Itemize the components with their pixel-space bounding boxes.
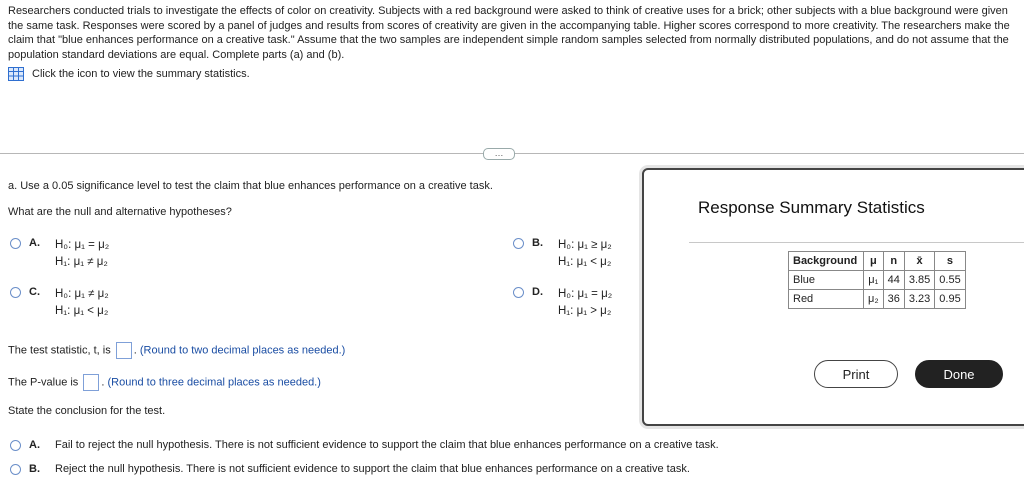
- table-cell: μ₁: [864, 271, 884, 290]
- radio-button[interactable]: [513, 287, 524, 298]
- conclusion-text: Reject the null hypothesis. There is not sufficient evidence to support the claim that blue enhances performance on a creative task.: [55, 463, 690, 475]
- print-button[interactable]: Print: [814, 360, 898, 388]
- hypotheses-prompt: What are the null and alternative hypotheses?: [8, 206, 232, 218]
- table-row: [789, 271, 966, 290]
- header-cell: s: [935, 252, 965, 271]
- hypothesis-option-c[interactable]: [10, 286, 109, 320]
- table-cell: 3.23: [904, 290, 934, 309]
- test-statistic-hint: (Round to two decimal places as needed.): [139, 344, 346, 357]
- dialog-title: Response Summary Statistics: [698, 198, 925, 217]
- table-cell: 3.85: [904, 271, 934, 290]
- table-cell: Red: [789, 290, 864, 309]
- table-header-row: [789, 252, 966, 271]
- alt-hypothesis: H₁: μ₁ < μ₂: [55, 305, 109, 317]
- summary-statistics-table: [788, 251, 966, 309]
- option-letter: B.: [532, 237, 543, 249]
- radio-button[interactable]: [10, 440, 21, 451]
- table-cell: 36: [883, 290, 904, 309]
- p-value-input[interactable]: [83, 374, 99, 391]
- null-hypothesis: H₀: μ₁ = μ₂: [55, 239, 110, 251]
- table-cell: 44: [883, 271, 904, 290]
- header-cell: Background: [789, 252, 864, 271]
- table-row: [789, 290, 966, 309]
- hypothesis-option-a[interactable]: [10, 237, 109, 271]
- table-cell: Blue: [789, 271, 864, 290]
- null-hypothesis: H₀: μ₁ = μ₂: [558, 288, 613, 300]
- conclusion-option-a[interactable]: [10, 439, 719, 451]
- null-hypothesis: H₀: μ₁ ≥ μ₂: [558, 239, 612, 251]
- option-letter: C.: [29, 286, 40, 298]
- conclusion-text: Fail to reject the null hypothesis. There is not sufficient evidence to support the claim that blue enhances performance on a creative task.: [55, 439, 719, 451]
- radio-button[interactable]: [10, 287, 21, 298]
- summary-link-text[interactable]: Click the icon to view the summary statistics.: [32, 68, 250, 80]
- option-letter: A.: [29, 439, 40, 451]
- radio-button[interactable]: [10, 238, 21, 249]
- header-cell: μ: [864, 252, 884, 271]
- expand-button[interactable]: …: [483, 148, 515, 160]
- alt-hypothesis: H₁: μ₁ > μ₂: [558, 305, 612, 317]
- option-letter: B.: [29, 463, 40, 475]
- hypothesis-option-b[interactable]: [513, 237, 612, 271]
- radio-button[interactable]: [10, 464, 21, 475]
- null-hypothesis: H₀: μ₁ ≠ μ₂: [55, 288, 109, 300]
- header-cell: n: [883, 252, 904, 271]
- table-cell: 0.95: [935, 290, 965, 309]
- table-cell: 0.55: [935, 271, 965, 290]
- radio-button[interactable]: [513, 238, 524, 249]
- p-value-label: The P-value is: [8, 376, 79, 389]
- hypothesis-option-d[interactable]: [513, 286, 612, 320]
- p-value-hint: (Round to three decimal places as needed.): [107, 376, 321, 389]
- done-button[interactable]: Done: [915, 360, 1003, 388]
- summary-statistics-dialog: [642, 168, 1024, 426]
- problem-statement: Researchers conducted trials to investigate the effects of color on creativity. Subjects with a red background were asked to think of creative uses for a brick; other subjects with a blue background were given the same task. Responses were scored by a panel of judges and results from scores of creativity are given in the accompanying table. Higher scores correspond to more creativity. The researchers make the claim that "blue enhances performance on a creative task." Assume that the two samples are independent simple random samples selected from normally distributed populations, and do not assume that the population standard deviations are equal. Complete parts (a) and (b).: [8, 5, 1010, 61]
- part-a-prompt: a. Use a 0.05 significance level to test the claim that blue enhances performance on a creative task.: [8, 180, 493, 192]
- dialog-divider: [689, 242, 1024, 243]
- alt-hypothesis: H₁: μ₁ ≠ μ₂: [55, 256, 108, 268]
- alt-hypothesis: H₁: μ₁ < μ₂: [558, 256, 612, 268]
- table-icon[interactable]: [8, 67, 24, 81]
- conclusion-option-b[interactable]: [10, 463, 690, 475]
- header-cell: x̄: [904, 252, 934, 271]
- option-letter: D.: [532, 286, 543, 298]
- table-cell: μ₂: [864, 290, 884, 309]
- conclusion-prompt: State the conclusion for the test.: [8, 405, 166, 417]
- option-letter: A.: [29, 237, 40, 249]
- test-statistic-row: The test statistic, t, is . (Round to two decimal places as needed.): [8, 342, 345, 359]
- test-statistic-label: The test statistic, t, is: [8, 344, 111, 357]
- p-value-row: The P-value is . (Round to three decimal places as needed.): [8, 374, 321, 391]
- summary-stats-link[interactable]: [8, 67, 250, 81]
- test-statistic-input[interactable]: [116, 342, 132, 359]
